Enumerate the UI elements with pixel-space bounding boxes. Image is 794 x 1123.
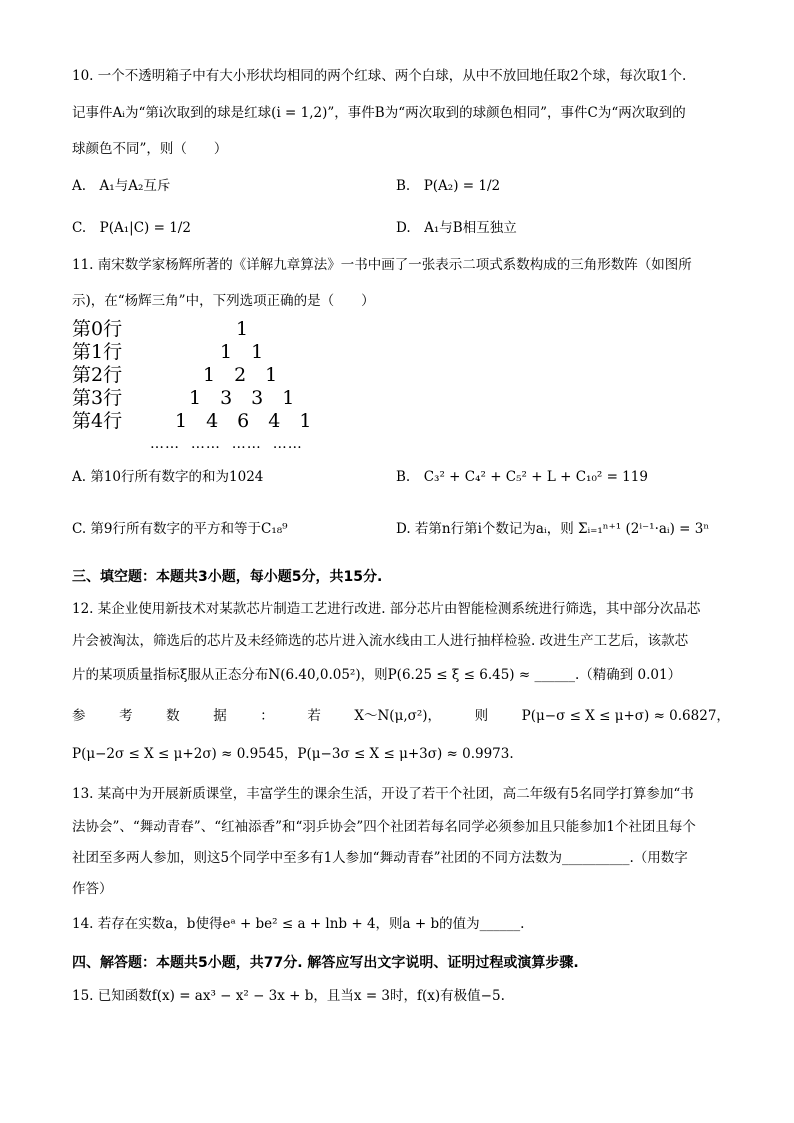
triangle-row-values: 1 4 6 4 1 — [175, 410, 312, 432]
q12-reference-line-1 — [72, 707, 730, 725]
ref-word: 则 — [474, 708, 489, 724]
ref-word: ： — [260, 708, 274, 724]
q13-line-2: 法协会”、“舞动青春”、“红袖添香”和“羽乒协会”四个社团若每名同学必须参加且只能参加1个社团且每个 — [72, 819, 696, 835]
triangle-ellipsis: …… …… …… …… — [150, 436, 303, 452]
q10-line-2: 记事件Aᵢ为“第i次取到的球是红球(i = 1,2)”，事件B为“两次取到的球颜色相同”，事件C为“两次取到的 — [72, 105, 686, 121]
q12-line-1: 12. 某企业使用新技术对某款芯片制造工艺进行改进. 部分芯片由智能检测系统进行筛选，其中部分次品芯 — [72, 601, 701, 617]
triangle-row-label: 第3行 — [72, 387, 123, 409]
q13-line-4: 作答） — [72, 881, 113, 897]
q11-line-1: 11. 南宋数学家杨辉所著的《详解九章算法》一书中画了一张表示二项式系数构成的三角形数阵（如图所 — [72, 257, 692, 273]
triangle-row-values: 1 — [236, 318, 249, 340]
q10-option-c: C. P(A₁|C) = 1/2 — [72, 220, 191, 236]
ref-word: 数 — [166, 708, 180, 724]
ref-word: 参 — [72, 708, 86, 724]
q11-option-c: C. 第9行所有数字的平方和等于C₁₈⁹ — [72, 521, 288, 537]
triangle-row-label: 第2行 — [72, 364, 123, 386]
ref-word: P(μ−σ ≤ X ≤ μ+σ) ≈ 0.6827， — [521, 708, 730, 724]
q11-option-d: D. 若第n行第i个数记为aᵢ，则 Σᵢ₌₁ⁿ⁺¹ (2ⁱ⁻¹·aᵢ) = 3ⁿ — [396, 521, 710, 537]
triangle-row-values: 1 1 — [220, 341, 264, 363]
triangle-row-label: 第4行 — [72, 410, 123, 432]
q11-option-b: B. C₃² + C₄² + C₅² + L + C₁₀² = 119 — [396, 469, 648, 485]
triangle-row-label: 第0行 — [72, 318, 123, 340]
triangle-row-values: 1 2 1 — [203, 364, 278, 386]
ref-word: X～N(μ,σ²)， — [354, 708, 442, 724]
ref-word: 考 — [119, 708, 133, 724]
q11-line-2: 示)，在“杨辉三角”中，下列选项正确的是（ ） — [72, 293, 375, 309]
q11-option-a: A. 第10行所有数字的和为1024 — [72, 469, 264, 485]
ref-word: 若 — [307, 708, 321, 724]
q15-line: 15. 已知函数f(x) = ax³ − x² − 3x + b，且当x = 3时，f(x)有极值−5. — [72, 988, 505, 1004]
q10-option-d: D. A₁与B相互独立 — [396, 220, 517, 236]
q14-line: 14. 若存在实数a，b使得eᵃ + be² ≤ a + lnb + 4，则a + b的值为______. — [72, 916, 525, 932]
section-4-heading: 四、解答题：本题共5小题，共77分. 解答应写出文字说明、证明过程或演算步骤. — [72, 955, 579, 971]
section-3-heading: 三、填空题：本题共3小题，每小题5分，共15分. — [72, 569, 383, 585]
q13-line-3: 社团至多两人参加，则这5个同学中至多有1人参加“舞动青春”社团的不同方法数为__________.（用数字 — [72, 850, 688, 866]
triangle-row-values: 1 3 3 1 — [189, 387, 295, 409]
q12-reference-line-2: P(μ−2σ ≤ X ≤ μ+2σ) ≈ 0.9545，P(μ−3σ ≤ X ≤ μ+3σ) ≈ 0.9973. — [72, 746, 514, 762]
ref-word: 据 — [213, 708, 227, 724]
q10-option-a: A. A₁与A₂互斥 — [72, 178, 171, 194]
q10-option-b: B. P(A₂) = 1/2 — [396, 178, 501, 194]
q10-line-1: 10. 一个不透明箱子中有大小形状均相同的两个红球、两个白球，从中不放回地任取2个球，每次取1个. — [72, 68, 687, 84]
q12-line-2: 片会被淘汰，筛选后的芯片及未经筛选的芯片进入流水线由工人进行抽样检验. 改进生产工艺后，该款芯 — [72, 633, 689, 649]
q10-line-3: 球颜色不同”，则（ ） — [72, 141, 228, 157]
q12-line-3: 片的某项质量指标ξ服从正态分布N(6.40,0.05²)，则P(6.25 ≤ ξ ≤ 6.45) ≈ ______.（精确到 0.01） — [72, 667, 682, 683]
q13-line-1: 13. 某高中为开展新质课堂，丰富学生的课余生活，开设了若干个社团，高二年级有5名同学打算参加“书 — [72, 786, 694, 802]
triangle-row-label: 第1行 — [72, 341, 123, 363]
